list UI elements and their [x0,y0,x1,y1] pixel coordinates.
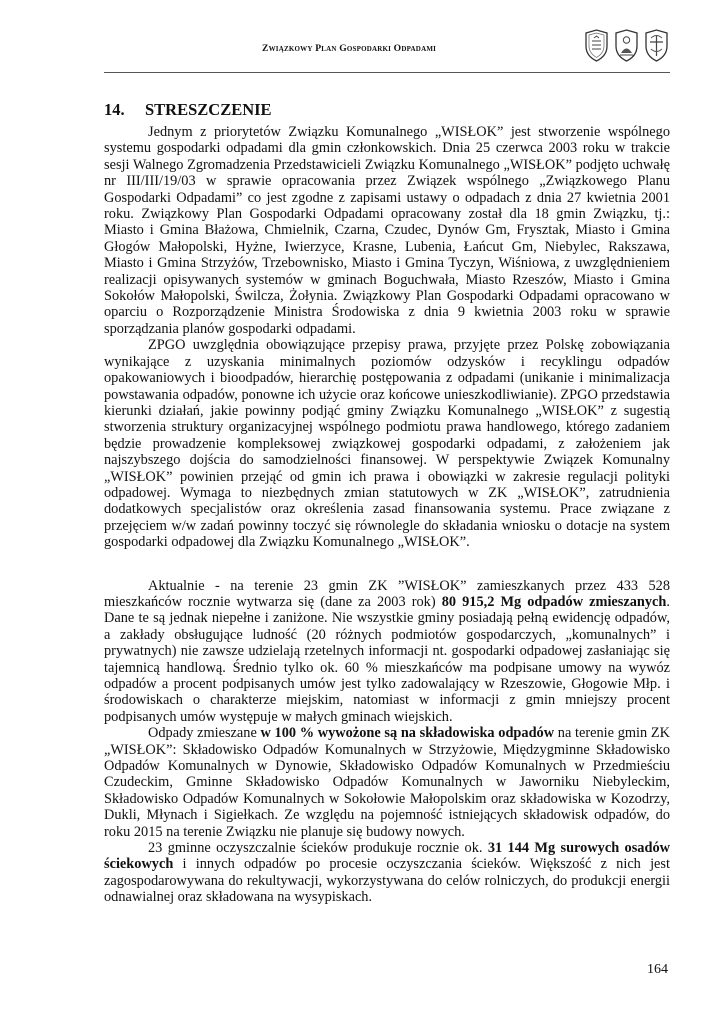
text-run: 23 gminne oczyszczalnie ścieków produkuje rocznie ok. [148,840,488,857]
section-title: STRESZCZENIE [145,100,272,119]
paragraph [104,725,670,840]
header-divider [104,72,670,73]
text-run: . Dane te są jednak niepełne i zaniżone. Nie wszystkie gminy posiadają pełną ewidencję odpadów, a zakłady obsługujące ludność (20 różnych podmiotów gospodarczych, „komunalnych” i prywatnych) nie zawsze udzielają rzetelnych informacji nt. gospodarki odpadowej zasłaniając się tajemnicą handlową. Średnio tylko ok. 60 % mieszkańców ma podpisane umowy na wywóz odpadów a procent podpisanych umów jest tylko zadowalający w Rzeszowie, Głogowie Młp. i środowiskach o charakterze miejskim, natomiast w informacji z gmin mniejszy procent podpisanych umów występuje w małych gminach wiejskich. [104,593,670,725]
paragraph-gap [104,551,670,578]
text-run: na terenie gmin ZK „WISŁOK”: Składowisko Odpadów Komunalnych w Strzyżowie, Międzygminne Składowisko Odpadów Komunalnych w Dynowie, Składowisko Odpadów Komunalnych w Przedmieściu Czudeckim, Gminne Składowisko Odpadów Komunalnych w Jaworniku Niebyleckim, Składowisko Odpadów Komunalnych w Sokołowie Małopolskim oraz składowiska w Kozodrzy, Dukli, Młynach i Sigiełkach. Ze względu na pojemność istniejących składowisk odpadów, do roku 2015 na terenie Związku nie planuje się budowy nowych. [104,725,670,840]
bold-text-run: w 100 % wywożone są na składowiska odpadów [260,725,555,742]
document-body [104,124,670,906]
text-run: Odpady zmieszane [148,725,261,742]
text-run: i innych odpadów po procesie oczyszczania ścieków. Większość z nich jest zagospodarowywana do rekultywacji, wykorzystywana do celów rolniczych, do produkcji energii odnawialnej oraz składowana na wysypiskach. [104,856,670,906]
crest-group [583,29,670,62]
section-number: 14. [104,100,125,119]
header-title: Związkowy Plan Gospodarki Odpadami [262,43,437,54]
page-header [0,0,724,80]
coat-of-arms-icon [643,29,670,62]
coat-of-arms-icon [583,29,610,62]
paragraph: Jednym z priorytetów Związku Komunalnego „WISŁOK” jest stworzenie wspólnego systemu gospodarki odpadami dla gmin członkowskich. Dnia 25 czerwca 2003 roku w trakcie sesji Walnego Zgromadzenia Przedstawicieli Związku Komunalnego „WISŁOK” podjęto uchwałę nr III/III/19/03 w sprawie opracowania przez Związek wspólnego „Związkowego Planu Gospodarki Odpadami” co jest zgodne z zapisami ustawy o odpadach z dnia 27 kwietnia 2001 roku. Związkowy Plan Gospodarki Odpadami opracowany został dla 18 gmin Związku, tj.: Miasto i Gmina Błażowa, Chmielnik, Czarna, Czudec, Dynów Gm, Frysztak, Miasto i Gmina Głogów Małopolski, Hyżne, Iwierzyce, Krasne, Lubenia, Łańcut Gm, Niebylec, Rakszawa, Miasto i Gmina Strzyżów, Trzebownisko, Miasto i Gmina Tyczyn, Wiśniowa, z uwzględnieniem realizacji opisywanych systemów w gminach Boguchwała, Miasto Rzeszów, Miasto i Gmina Sokołów Małopolski, Świlcza, Żołynia. Związkowy Plan Gospodarki Odpadami opracowano w oparciu o Rozporządzenie Ministra Środowiska z dnia 9 kwietnia 2003 roku w sprawie sporządzania planów gospodarki odpadami. [104,124,670,337]
paragraph: ZPGO uwzględnia obowiązujące przepisy prawa, przyjęte przez Polskę zobowiązania wynikające z uzyskania minimalnych poziomów odzysków i recyklingu odpadów opakowaniowych i bioodpadów, hierarchię postępowania z odpadami (unikanie i minimalizacja powstawania odpadów, ponowne ich użycie oraz końcowe unieszkodliwianie). ZPGO przedstawia kierunki działań, jakie powinny podjąć gminy Związku Komunalnego „WISŁOK” z sugestią stworzenia struktury organizacyjnej wspólnego podmiotu prawa handlowego, którego zadaniem będzie prowadzenie kompleksowej związkowej gospodarki odpadami, z założeniem jak najszybszego dojścia do samodzielności finansowej. W perspektywie Związek Komunalny „WISŁOK” powinien przejąć od gmin ich prawa i obowiązki w zakresie regulacji polityki odpadowej. Wymaga to niezbędnych zmian statutowych w ZK „WISŁOK”, zatrudnienia dodatkowych specjalistów oraz określenia zasad finansowania systemu. Prace związane z przejęciem w/w zadań powinny toczyć się równolegle do składania wniosku o dotacje na system gospodarki odpadowej dla Związku Komunalnego „WISŁOK”. [104,337,670,551]
page-number: 164 [647,962,668,977]
paragraph [104,578,670,726]
text-run: Aktualnie - na terenie 23 gmin ZK ”WISŁOK” zamieszkanych przez 433 528 mieszkańców rocznie wytwarza się (dane za 2003 rok) [104,577,670,610]
coat-of-arms-icon [613,29,640,62]
paragraph [104,840,670,906]
section-heading [104,100,272,120]
bold-text-run: 31 144 Mg surowych osadów ściekowych [104,840,670,873]
bold-text-run: 80 915,2 Mg odpadów zmieszanych [441,593,667,610]
